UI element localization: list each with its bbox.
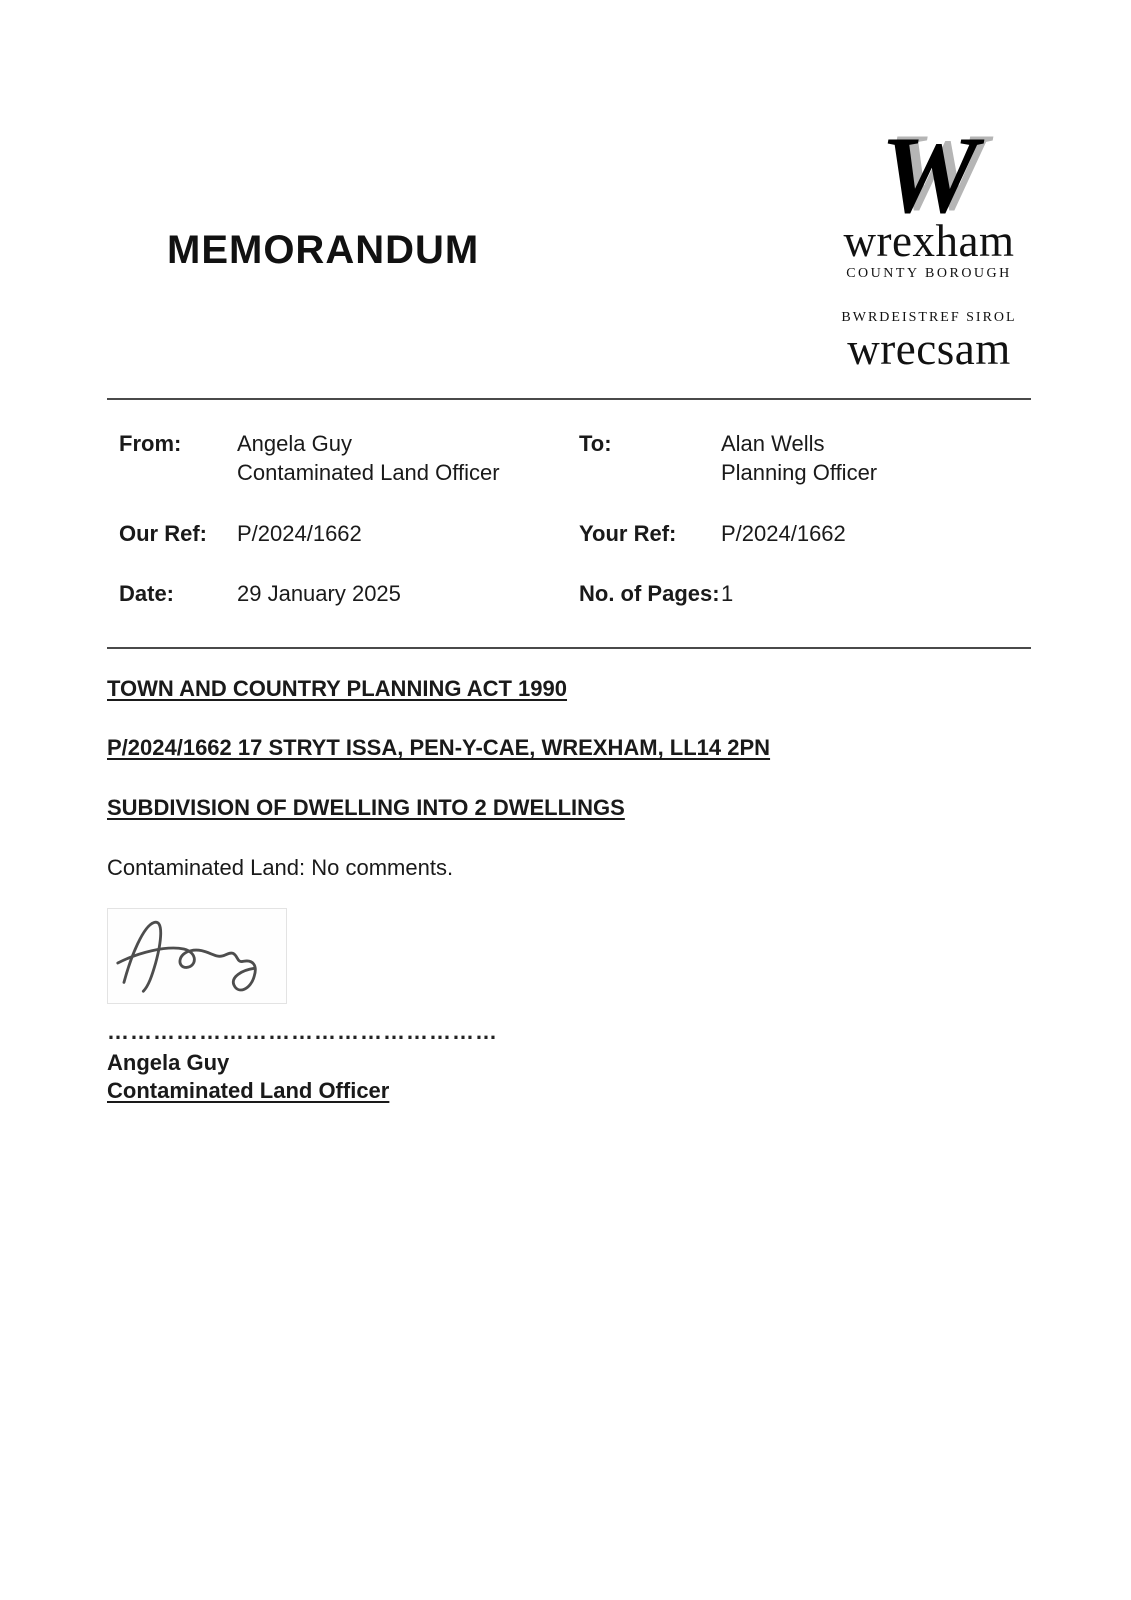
from-value (237, 430, 579, 519)
your-ref-label: Your Ref: (579, 520, 677, 546)
to-label: To: (579, 431, 612, 457)
signatory-title: Contaminated Land Officer (107, 1078, 390, 1104)
date-value: 29 January 2025 (237, 581, 401, 607)
memo-header (107, 114, 1031, 375)
signature-dotted-line: …………………………………………… (107, 1019, 498, 1045)
to-name: Alan Wells (721, 431, 825, 457)
from-title: Contaminated Land Officer (237, 459, 500, 485)
to-value (721, 430, 1031, 519)
logo-subtitle-english: COUNTY BOROUGH (846, 266, 1012, 281)
from-label: From: (119, 431, 182, 457)
memo-body (107, 649, 1031, 1106)
page-title: MEMORANDUM (167, 228, 480, 272)
wrexham-logo (829, 114, 1029, 375)
logo-name-english: wrexham (843, 216, 1015, 266)
logo-name-welsh: wrecsam (847, 324, 1011, 375)
pages-value: 1 (721, 581, 734, 607)
to-title: Planning Officer (721, 459, 878, 485)
our-ref-value: P/2024/1662 (237, 520, 362, 546)
pages-label: No. of Pages: (579, 581, 720, 607)
from-name: Angela Guy (237, 431, 352, 457)
comment-text: Contaminated Land: No comments. (107, 854, 454, 880)
signature-scrawl-icon (111, 912, 283, 1000)
memo-meta (107, 400, 1031, 640)
heading-proposal: SUBDIVISION OF DWELLING INTO 2 DWELLINGS (107, 794, 625, 820)
signature-image (107, 908, 287, 1004)
heading-planning-act: TOWN AND COUNTRY PLANNING ACT 1990 (107, 675, 568, 701)
your-ref-value: P/2024/1662 (721, 520, 846, 546)
heading-application-address: P/2024/1662 17 STRYT ISSA, PEN-Y-CAE, WREXHAM, LL14 2PN (107, 735, 771, 761)
signatory-name: Angela Guy (107, 1049, 230, 1075)
wrexham-w-icon: W (880, 114, 978, 236)
our-ref-label: Our Ref: (119, 520, 207, 546)
logo-subtitle-welsh: BWRDEISTREF SIROL (841, 310, 1017, 326)
date-label: Date: (119, 581, 175, 607)
